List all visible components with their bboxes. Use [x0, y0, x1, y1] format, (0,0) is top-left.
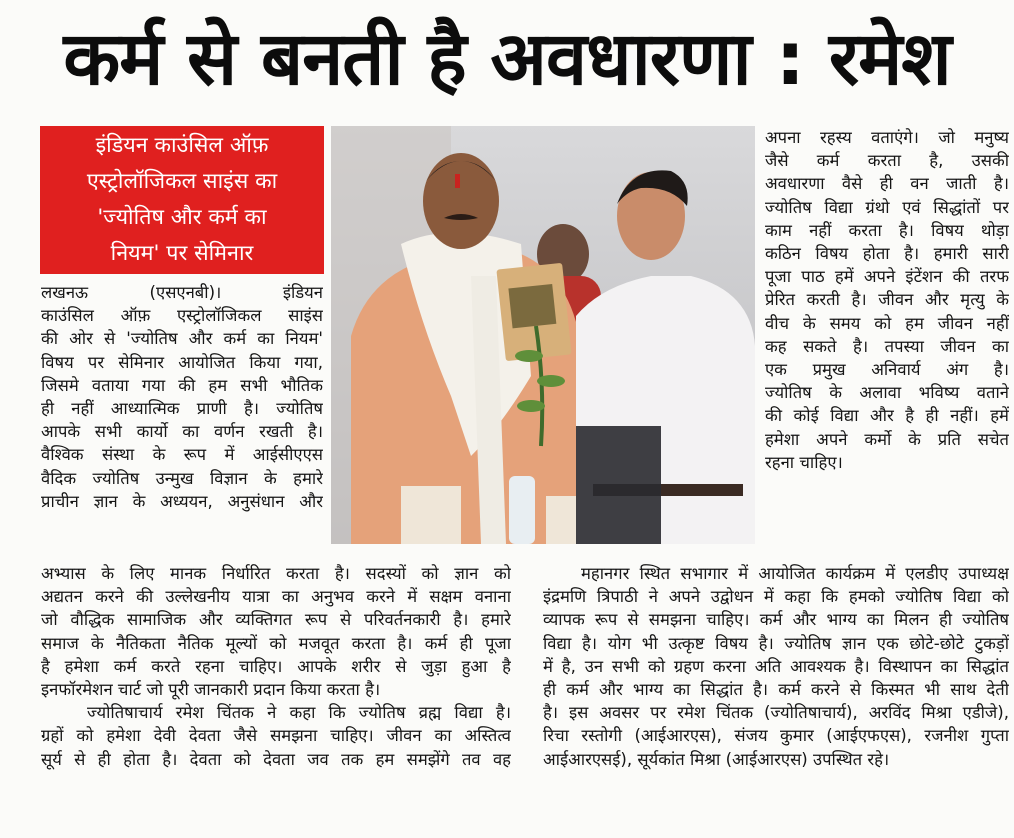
text-line: काउंसिल ऑफ़ एस्ट्रोलॉजिकल साइंस: [41, 306, 323, 326]
text-line: आपके सभी कार्यो का वर्णन रखती है।: [41, 422, 323, 442]
text-line: जिसमे वताया गया की हम सभी भौतिक: [41, 375, 323, 395]
subheading-line: इंडियन काउंसिल ऑफ़: [95, 133, 269, 158]
text-line: अवधारणा वैसे ही वन जाती है।: [765, 174, 1009, 194]
text-line: विद्या है। योग भी उत्कृष्ट विषय है। ज्योतिष ज्ञान एक छोटे-छोटे टुकड़ों: [543, 633, 1009, 653]
news-photo: [331, 126, 755, 544]
text-line: हमेशा अपने कर्मो के प्रति सचेत: [765, 429, 1009, 449]
text-line: पूजा पाठ हमें अपने इंटेंशन की तरफ: [765, 267, 1009, 287]
subheading-line: 'ज्योतिष और कर्म का: [97, 205, 267, 230]
text-line: प्रेरित करती है। जीवन और मृत्यु के: [765, 290, 1009, 310]
text-line: विषय पर सेमिनार आयोजित किया गया,: [41, 352, 323, 372]
right-column: [765, 126, 1009, 474]
text-line: ज्योतिषाचार्य रमेश चिंतक ने कहा कि ज्योतिष व्रह्म विद्या है।: [87, 703, 511, 723]
text-line: रिचा रस्तोगी (आईआरएस), संजय कुमार (आईएफएस), रजनीश गुप्ता: [543, 726, 1009, 746]
text-line: अभ्यास के लिए मानक निर्धारित करता है। सदस्यों को ज्ञान को: [41, 564, 511, 583]
text-line: आईआरएसई), सूर्यकांत मिश्रा (आईआरएस) उपस्थित रहे।: [543, 749, 890, 769]
text-line: की ओर से 'ज्योतिष और कर्म का नियम': [41, 329, 323, 349]
text-line: ही नहीं आध्यात्मिक प्राणी है। ज्योतिष: [41, 399, 323, 419]
bottom-left-column: [41, 562, 511, 771]
text-line: वीच के समय को हम जीवन नहीं: [765, 313, 1009, 333]
text-line: है। इस अवसर पर रमेश चिंतक (ज्योतिषाचार्य), अरविंद मिश्रा एडीजे),: [543, 703, 1009, 723]
text-line: काम नहीं करता है। विषय थोड़ा: [765, 220, 1009, 240]
text-line: एक प्रमुख अनिवार्य अंग है।: [765, 360, 1009, 380]
text-line: इंद्रमणि त्रिपाठी ने अपने उद्वोधन में कहा कि हमको ज्योतिष विद्या को: [543, 587, 1009, 607]
text-line: कह सकते है। तपस्या जीवन का: [765, 336, 1009, 356]
text-line: जैसे कर्म करता है, उसकी: [765, 151, 1009, 171]
text-line: ज्योतिष विद्या ग्रंथो एवं सिद्धांतों पर: [765, 197, 1009, 217]
text-line: कठिन विषय होता है। हमारी सारी: [765, 244, 1009, 264]
text-line: वैदिक ज्योतिष उन्मुख विज्ञान के हमारे: [41, 468, 323, 488]
left-column: [41, 281, 323, 513]
text-line: रहना चाहिए।: [765, 452, 843, 472]
text-line: की कोई विद्या और है ही नहीं। हमें: [765, 406, 1009, 426]
text-line: अपना रहस्य वताएंगे। जो मनुष्य: [765, 128, 1009, 147]
text-line: ज्योतिष के अलावा भविष्य वताने: [765, 383, 1009, 403]
subheading-box: [40, 126, 324, 274]
text-line: प्राचीन ज्ञान के अध्ययन, अनुसंधान और: [41, 491, 323, 511]
text-line: व्यापक रूप से समझना चाहिए। कर्म और भाग्य का मिलन ही ज्योतिष: [543, 610, 1009, 630]
text-line: में है, उन सभी को ग्रहण करना अति आवश्यक है। विस्थापन का सिद्धांत: [543, 656, 1009, 676]
subheading-line: नियम' पर सेमिनार: [110, 241, 254, 266]
text-line: है हमेशा कर्म करते रहना चाहिए। आपके शरीर से जुड़ा हुआ है: [41, 656, 511, 676]
text-line: ग्रहों को हमेशा देवी देवता जैसे समझना चाहिए। जीवन का अस्तित्व: [41, 726, 511, 746]
text-line: महानगर स्थित सभागार में आयोजित कार्यक्रम में एलडीए उपाध्यक्ष: [581, 564, 1009, 583]
text-line: ही कर्म और भाग्य का सिद्धांत है। कर्म करने से किस्मत भी साथ देती: [543, 680, 1009, 700]
subheading-line: एस्ट्रोलॉजिकल साइंस का: [86, 169, 278, 194]
text-line: अद्यतन करने की उल्लेखनीय यात्रा का अनुभव करने में सक्षम वनाना: [41, 587, 511, 607]
text-line: वैश्विक संस्था के रूप में आईसीएएस: [41, 445, 323, 465]
text-line: जो वौद्धिक सामाजिक और व्यक्तिगत रूप से परिवर्तनकारी है। हमारे: [41, 610, 511, 630]
headline: कर्म से बनती है अवधारणा : रमेश: [63, 16, 951, 102]
text-line: इनफॉरमेशन चार्ट जो पूरी जानकारी प्रदान किया करता है।: [41, 680, 381, 700]
text-line: समाज के नैतिकता नैतिक मूल्यों को मजवूत करता है। कर्म ही पूजा: [41, 633, 511, 653]
text-line: लखनऊ (एसएनबी)। इंडियन: [41, 283, 323, 302]
photo-illustration: [331, 126, 755, 544]
text-line: सूर्य से ही होता है। देवता को देवता जव तक हम समझेंगे तव वह: [41, 749, 511, 769]
bottom-right-column: [543, 562, 1009, 771]
